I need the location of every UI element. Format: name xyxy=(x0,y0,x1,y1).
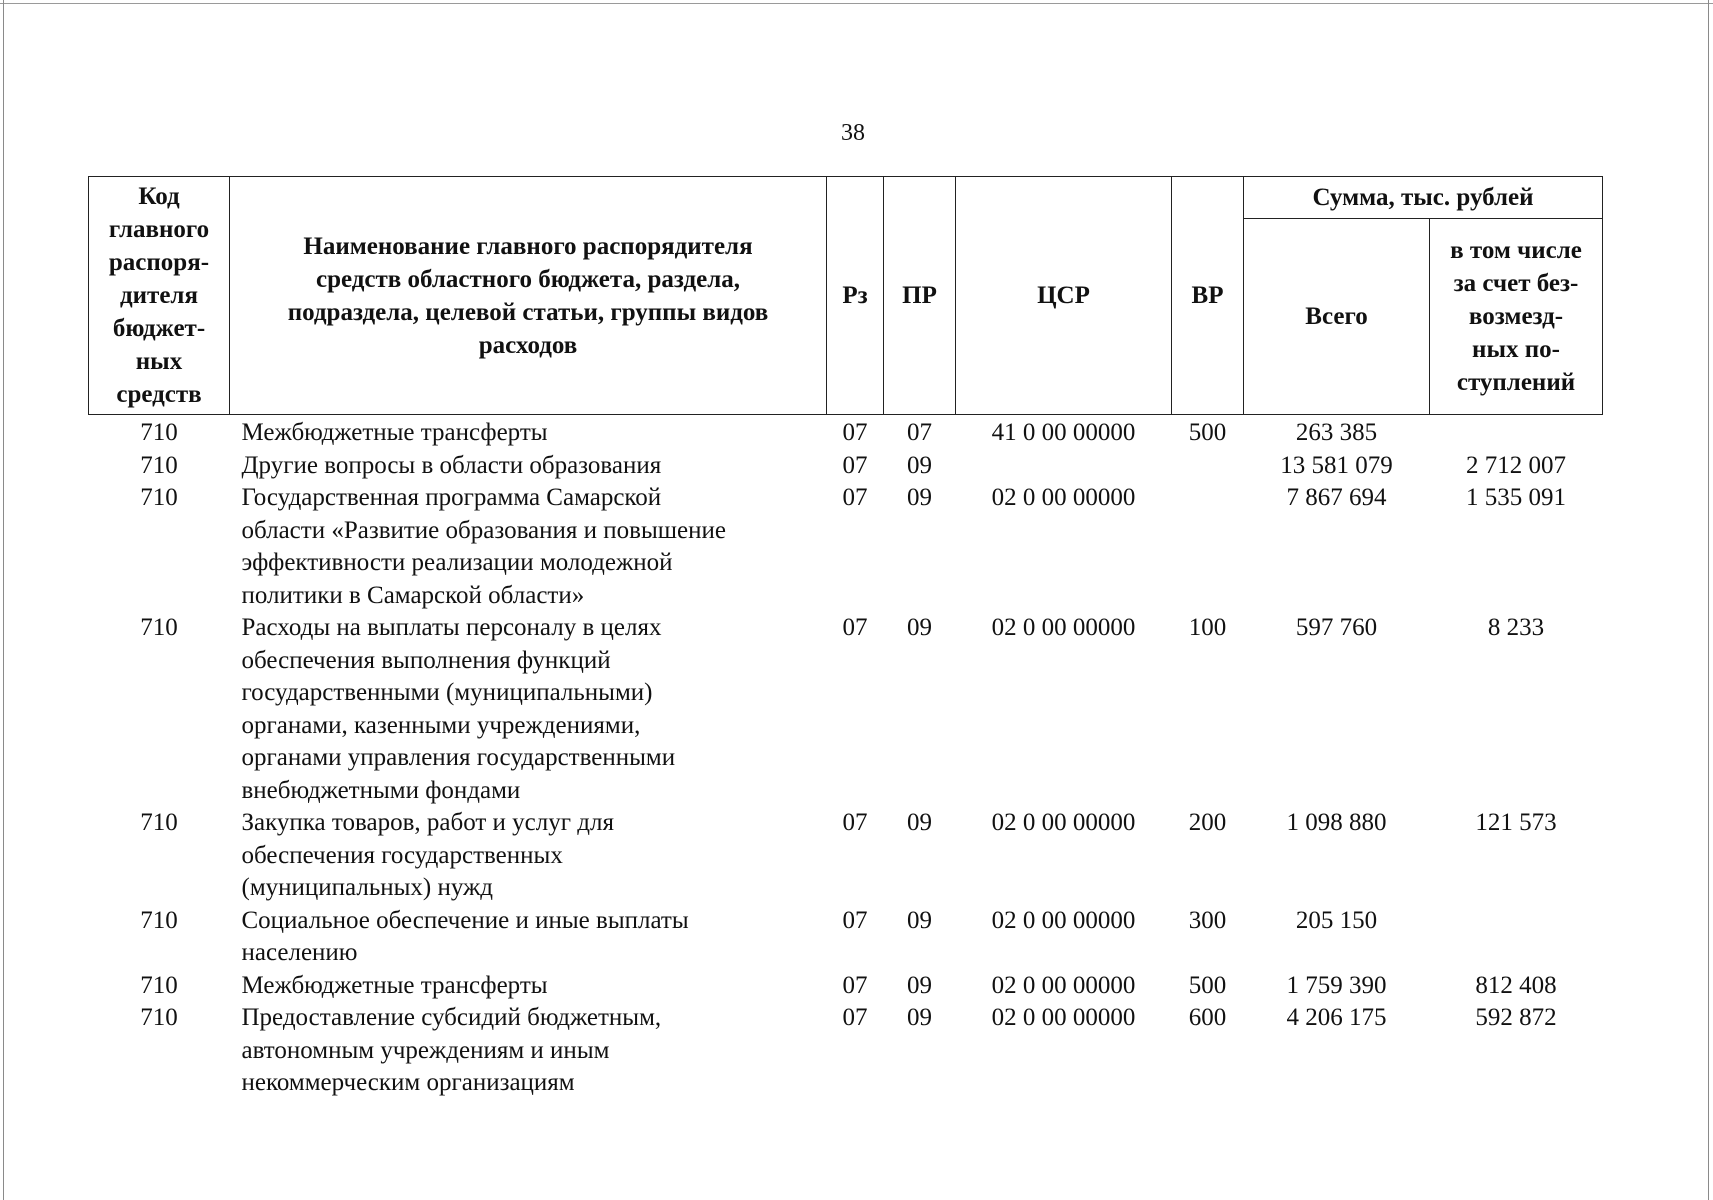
cell-name-line: обеспечения выполнения функций xyxy=(241,646,611,674)
cell-rz: 07 xyxy=(842,1004,868,1031)
cell-pr: 09 xyxy=(907,906,932,934)
cell-gratis: 2 712 007 xyxy=(1466,451,1566,479)
cell-vr: 500 xyxy=(1188,419,1227,446)
table-row xyxy=(89,905,1603,970)
cell-csr: 02 0 00 00000 xyxy=(991,906,1136,934)
cell-rz: 07 xyxy=(842,614,868,641)
cell-csr: 02 0 00 00000 xyxy=(991,484,1136,511)
cell-csr: 02 0 00 00000 xyxy=(991,809,1136,836)
cell-name-line: области «Развитие образования и повышение xyxy=(241,516,726,544)
cell-name-line: политики в Самарской области» xyxy=(241,581,585,609)
header-gratis-line: в том числе xyxy=(1450,237,1582,264)
cell-code: 710 xyxy=(140,419,178,446)
cell-pr: 09 xyxy=(907,451,932,479)
cell-name-line: Другие вопросы в области образования xyxy=(241,451,662,479)
budget-table xyxy=(88,176,1603,1100)
cell-vr xyxy=(1172,482,1244,612)
cell-rz: 07 xyxy=(842,451,868,479)
cell-name-line: Межбюджетные трансферты xyxy=(241,971,548,999)
header-code-line: Код xyxy=(138,183,180,210)
cell-name-line: обеспечения государственных xyxy=(241,841,563,869)
cell-vr: 500 xyxy=(1188,971,1227,999)
cell-csr: 02 0 00 00000 xyxy=(991,614,1136,641)
header-name-line: средств областного бюджета, раздела, xyxy=(315,265,741,293)
cell-name xyxy=(230,905,827,970)
cell-total: 263 385 xyxy=(1295,419,1378,446)
cell-name-line: Межбюджетные трансферты xyxy=(241,419,548,446)
cell-code: 710 xyxy=(140,451,178,479)
header-name-line: Наименование главного распорядителя xyxy=(303,232,753,260)
cell-gratis: 592 872 xyxy=(1475,1004,1557,1031)
cell-code: 710 xyxy=(140,614,178,641)
cell-total: 13 581 079 xyxy=(1280,451,1393,479)
cell-vr: 600 xyxy=(1188,1004,1227,1031)
header-rz: Рз xyxy=(827,177,884,415)
cell-vr: 300 xyxy=(1188,906,1227,934)
table-header xyxy=(89,177,1603,415)
header-gratis-line: за счет без- xyxy=(1453,270,1579,297)
cell-total: 7 867 694 xyxy=(1286,484,1387,511)
cell-name-line: Закупка товаров, работ и услуг для xyxy=(241,809,614,836)
header-code-line: средств xyxy=(116,381,202,408)
cell-name xyxy=(230,415,827,450)
cell-total: 597 760 xyxy=(1295,614,1378,641)
header-gratis xyxy=(1430,219,1603,415)
scan-edge-right xyxy=(1708,0,1709,1200)
cell-total: 1 098 880 xyxy=(1286,809,1387,836)
cell-total: 1 759 390 xyxy=(1286,971,1387,999)
header-gratis-line: ных по- xyxy=(1472,336,1560,363)
cell-name-line: органами, казенными учреждениями, xyxy=(241,711,641,739)
header-code-line: распоря- xyxy=(108,249,210,276)
scan-edge-left xyxy=(3,0,4,1200)
cell-code: 710 xyxy=(140,1004,178,1031)
cell-name xyxy=(230,482,827,612)
page-number: 38 xyxy=(841,120,865,146)
cell-gratis: 121 573 xyxy=(1475,809,1557,836)
cell-name-line: Расходы на выплаты персоналу в целях xyxy=(241,614,662,641)
header-total: Всего xyxy=(1244,219,1430,415)
cell-name-line: некоммерческим организациям xyxy=(241,1069,575,1096)
cell-code: 710 xyxy=(140,971,178,999)
cell-rz: 07 xyxy=(842,809,868,836)
cell-name xyxy=(230,450,827,483)
header-csr: ЦСР xyxy=(956,177,1172,415)
cell-name-line: внебюджетными фондами xyxy=(241,776,521,804)
header-code xyxy=(89,177,230,415)
cell-name-line: (муниципальных) нужд xyxy=(241,874,494,901)
cell-gratis: 1 535 091 xyxy=(1466,484,1566,511)
cell-gratis: 812 408 xyxy=(1475,971,1557,999)
cell-pr: 09 xyxy=(907,971,932,999)
cell-total: 4 206 175 xyxy=(1286,1004,1387,1031)
cell-name xyxy=(230,1002,827,1100)
header-vr: ВР xyxy=(1172,177,1244,415)
header-pr: ПР xyxy=(884,177,956,415)
cell-gratis: 8 233 xyxy=(1487,614,1545,641)
cell-name-line: Государственная программа Самарской xyxy=(241,484,662,511)
cell-pr: 09 xyxy=(907,614,932,641)
cell-code: 710 xyxy=(140,484,178,511)
table-row xyxy=(89,450,1603,483)
cell-rz: 07 xyxy=(842,419,868,446)
cell-csr: 02 0 00 00000 xyxy=(991,971,1136,999)
header-sum: Сумма, тыс. рублей xyxy=(1244,177,1603,219)
cell-gratis xyxy=(1430,905,1603,970)
cell-rz: 07 xyxy=(842,971,868,999)
header-code-line: главного xyxy=(108,216,210,243)
table-row xyxy=(89,415,1603,450)
cell-csr xyxy=(956,450,1172,483)
cell-vr xyxy=(1172,450,1244,483)
cell-name xyxy=(230,807,827,905)
table-row xyxy=(89,482,1603,612)
table-row xyxy=(89,1002,1603,1100)
cell-name-line: автономным учреждениям и иным xyxy=(241,1036,610,1064)
cell-code: 710 xyxy=(140,906,178,934)
cell-pr: 07 xyxy=(907,419,932,446)
cell-csr: 41 0 00 00000 xyxy=(991,419,1136,446)
header-code-line: бюджет- xyxy=(112,315,206,342)
cell-gratis xyxy=(1430,415,1603,450)
scan-edge-top xyxy=(0,3,1713,4)
header-name xyxy=(230,177,827,415)
cell-vr: 100 xyxy=(1188,614,1227,641)
cell-name xyxy=(230,970,827,1003)
cell-name-line: Социальное обеспечение и иные выплаты xyxy=(241,906,689,934)
cell-name-line: эффективности реализации молодежной xyxy=(241,549,673,576)
cell-name-line: Предоставление субсидий бюджетным, xyxy=(241,1004,662,1031)
table-row xyxy=(89,807,1603,905)
header-code-line: дителя xyxy=(120,282,198,309)
cell-total: 205 150 xyxy=(1295,906,1378,934)
cell-name xyxy=(230,612,827,807)
cell-code: 710 xyxy=(140,809,178,836)
table-row xyxy=(89,612,1603,807)
cell-name-line: государственными (муниципальными) xyxy=(241,679,653,706)
cell-vr: 200 xyxy=(1188,809,1227,836)
cell-csr: 02 0 00 00000 xyxy=(991,1004,1136,1031)
cell-name-line: населению xyxy=(241,939,358,966)
header-code-line: ных xyxy=(135,348,183,375)
cell-name-line: органами управления государственными xyxy=(241,744,676,771)
header-gratis-line: ступлений xyxy=(1456,369,1576,396)
cell-pr: 09 xyxy=(907,484,932,511)
header-name-line: подраздела, целевой статьи, группы видов xyxy=(287,298,769,326)
table-row xyxy=(89,970,1603,1003)
cell-rz: 07 xyxy=(842,906,868,934)
cell-pr: 09 xyxy=(907,1004,932,1031)
table-body xyxy=(89,415,1603,1100)
cell-pr: 09 xyxy=(907,809,932,836)
header-gratis-line: возмезд- xyxy=(1468,303,1564,330)
header-name-line: расходов xyxy=(478,331,578,359)
cell-rz: 07 xyxy=(842,484,868,511)
